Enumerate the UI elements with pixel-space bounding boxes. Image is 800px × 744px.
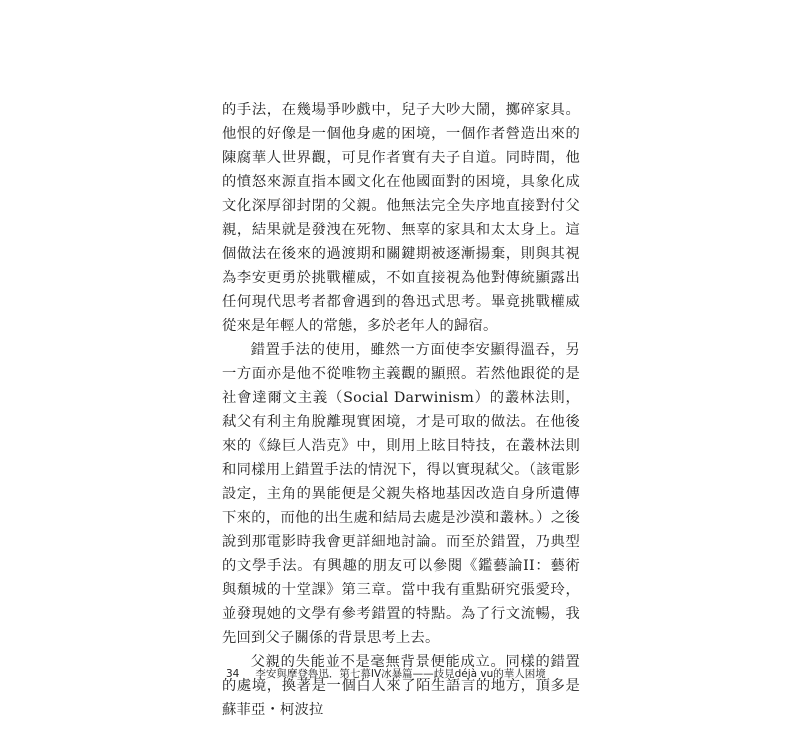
main-text xyxy=(222,98,580,722)
paragraph-1: 的手法，在幾場爭吵戲中，兒子大吵大鬧，擲碎家具。他恨的好像是一個他身處的困境，一個作者營造出來的陳腐華人世界觀，可見作者實有夫子自道。同時間，他的憤怒來源直指本國文化在他國面對的困境，具象化成文化深厚卻封閉的父親。他無法完全失序地直接對付父親，結果就是發洩在死物、無辜的家具和太太身上。這個做法在後來的過渡期和關鍵期被逐漸揚棄，則與其視為李安更勇於挑戰權威，不如直接視為他對傳統顯露出任何現代思考者都會遇到的魯迅式思考。畢竟挑戰權威從來是年輕人的常態，多於老年人的歸宿。 xyxy=(222,102,580,334)
paragraph-3: 父親的失能並不是毫無背景便能成立。同樣的錯置的處境，換著是一個白人來了陌生語言的地方，頂多是蘇菲亞・柯波拉 xyxy=(222,654,580,718)
running-title: 李安與摩登魯迅．第七幕IV冰暴篇——歧見déjà vu的華人困境 xyxy=(255,668,546,680)
paragraph-2: 錯置手法的使用，雖然一方面使李安顯得溫吞，另一方面亦是他不從唯物主義觀的顯照。若然他跟從的是社會達爾文主義（Social Darwinism）的叢林法則，弒父有利主角脫離現實困境，才是可取的做法。在他後來的《綠巨人浩克》中，則用上眩目特技，在叢林法則和同樣用上錯置手法的情況下，得以實現弒父。（該電影設定，主角的異能便是父親失格地基因改造自身所遺傳下來的，而他的出生處和結局去處是沙漠和叢林。）之後說到那電影時我會更詳細地討論。而至於錯置，乃典型的文學手法。有興趣的朋友可以參閱《鑑藝論II：藝術與頹城的十堂課》第三章。當中我有重點研究張愛玲，並發現她的文學有參考錯置的特點。為了行文流暢，我先回到父子關係的背景思考上去。 xyxy=(222,342,580,646)
page-number: 34 xyxy=(226,668,240,680)
page-footer xyxy=(226,666,606,682)
